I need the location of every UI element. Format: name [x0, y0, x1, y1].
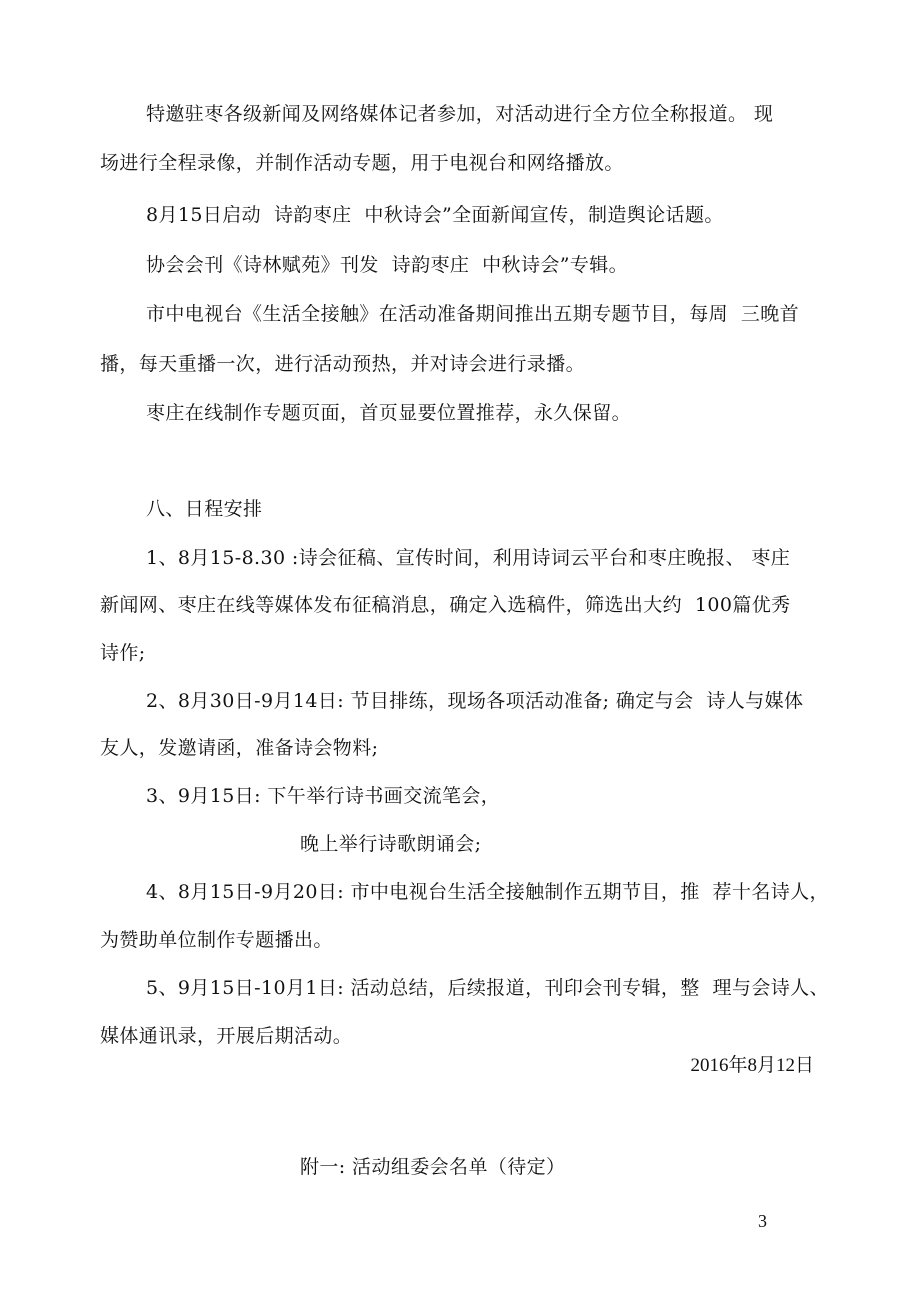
- schedule-heading: 八、日程安排: [146, 498, 263, 520]
- schedule-item-4-line-1: 4、8月15日-9月20日: 市中电视台生活全接触制作五期节目，推 荐十名诗人，: [146, 881, 829, 903]
- paragraph-media-line-2: 场进行全程录像，并制作活动专题，用于电视台和网络播放。: [100, 152, 624, 174]
- document-date: 2016年8月12日: [690, 1055, 814, 1076]
- schedule-item-5-line-1: 5、9月15日-10月1日: 活动总结，后续报道，刊印会刊专辑，整 理与会诗人、: [146, 977, 829, 999]
- schedule-item-2-line-2: 友人，发邀请函，准备诗会物料;: [100, 737, 379, 759]
- schedule-item-3-line-1: 3、9月15日: 下午举行诗书画交流笔会，: [146, 785, 501, 807]
- schedule-item-5-line-2: 媒体通讯录，开展后期活动。: [100, 1025, 353, 1047]
- schedule-item-1-line-3: 诗作;: [100, 642, 146, 664]
- schedule-item-2-line-1: 2、8月30日-9月14日: 节目排练，现场各项活动准备; 确定与会 诗人与媒体: [146, 690, 804, 712]
- paragraph-publicity-start: 8月15日启动 诗韵枣庄 中秋诗会”全面新闻宣传，制造舆论话题。: [146, 204, 724, 226]
- appendix-title: 附一: 活动组委会名单（待定）: [300, 1156, 566, 1178]
- schedule-item-3-line-2: 晚上举行诗歌朗诵会;: [300, 833, 482, 855]
- schedule-item-4-line-2: 为赞助单位制作专题播出。: [100, 929, 333, 951]
- schedule-item-1-line-1: 1、8月15-8.30 :诗会征稿、宣传时间，利用诗词云平台和枣庄晚报、 枣庄: [146, 547, 791, 569]
- paragraph-online-page: 枣庄在线制作专题页面，首页显要位置推荐，永久保留。: [146, 402, 632, 424]
- paragraph-tv-program-line-2: 播，每天重播一次，进行活动预热，并对诗会进行录播。: [100, 353, 586, 375]
- schedule-item-1-line-2: 新闻网、枣庄在线等媒体发布征稿消息，确定入选稿件，筛选出大约 100篇优秀: [100, 594, 791, 616]
- paragraph-journal-special: 协会会刊《诗林赋苑》刊发 诗韵枣庄 中秋诗会”专辑。: [146, 254, 629, 276]
- page-number: 3: [758, 1211, 767, 1231]
- paragraph-tv-program-line-1: 市中电视台《生活全接触》在活动准备期间推出五期专题节目，每周 三晚首: [146, 303, 800, 325]
- paragraph-media-line-1: 特邀驻枣各级新闻及网络媒体记者参加，对活动进行全方位全称报道。 现: [146, 103, 774, 125]
